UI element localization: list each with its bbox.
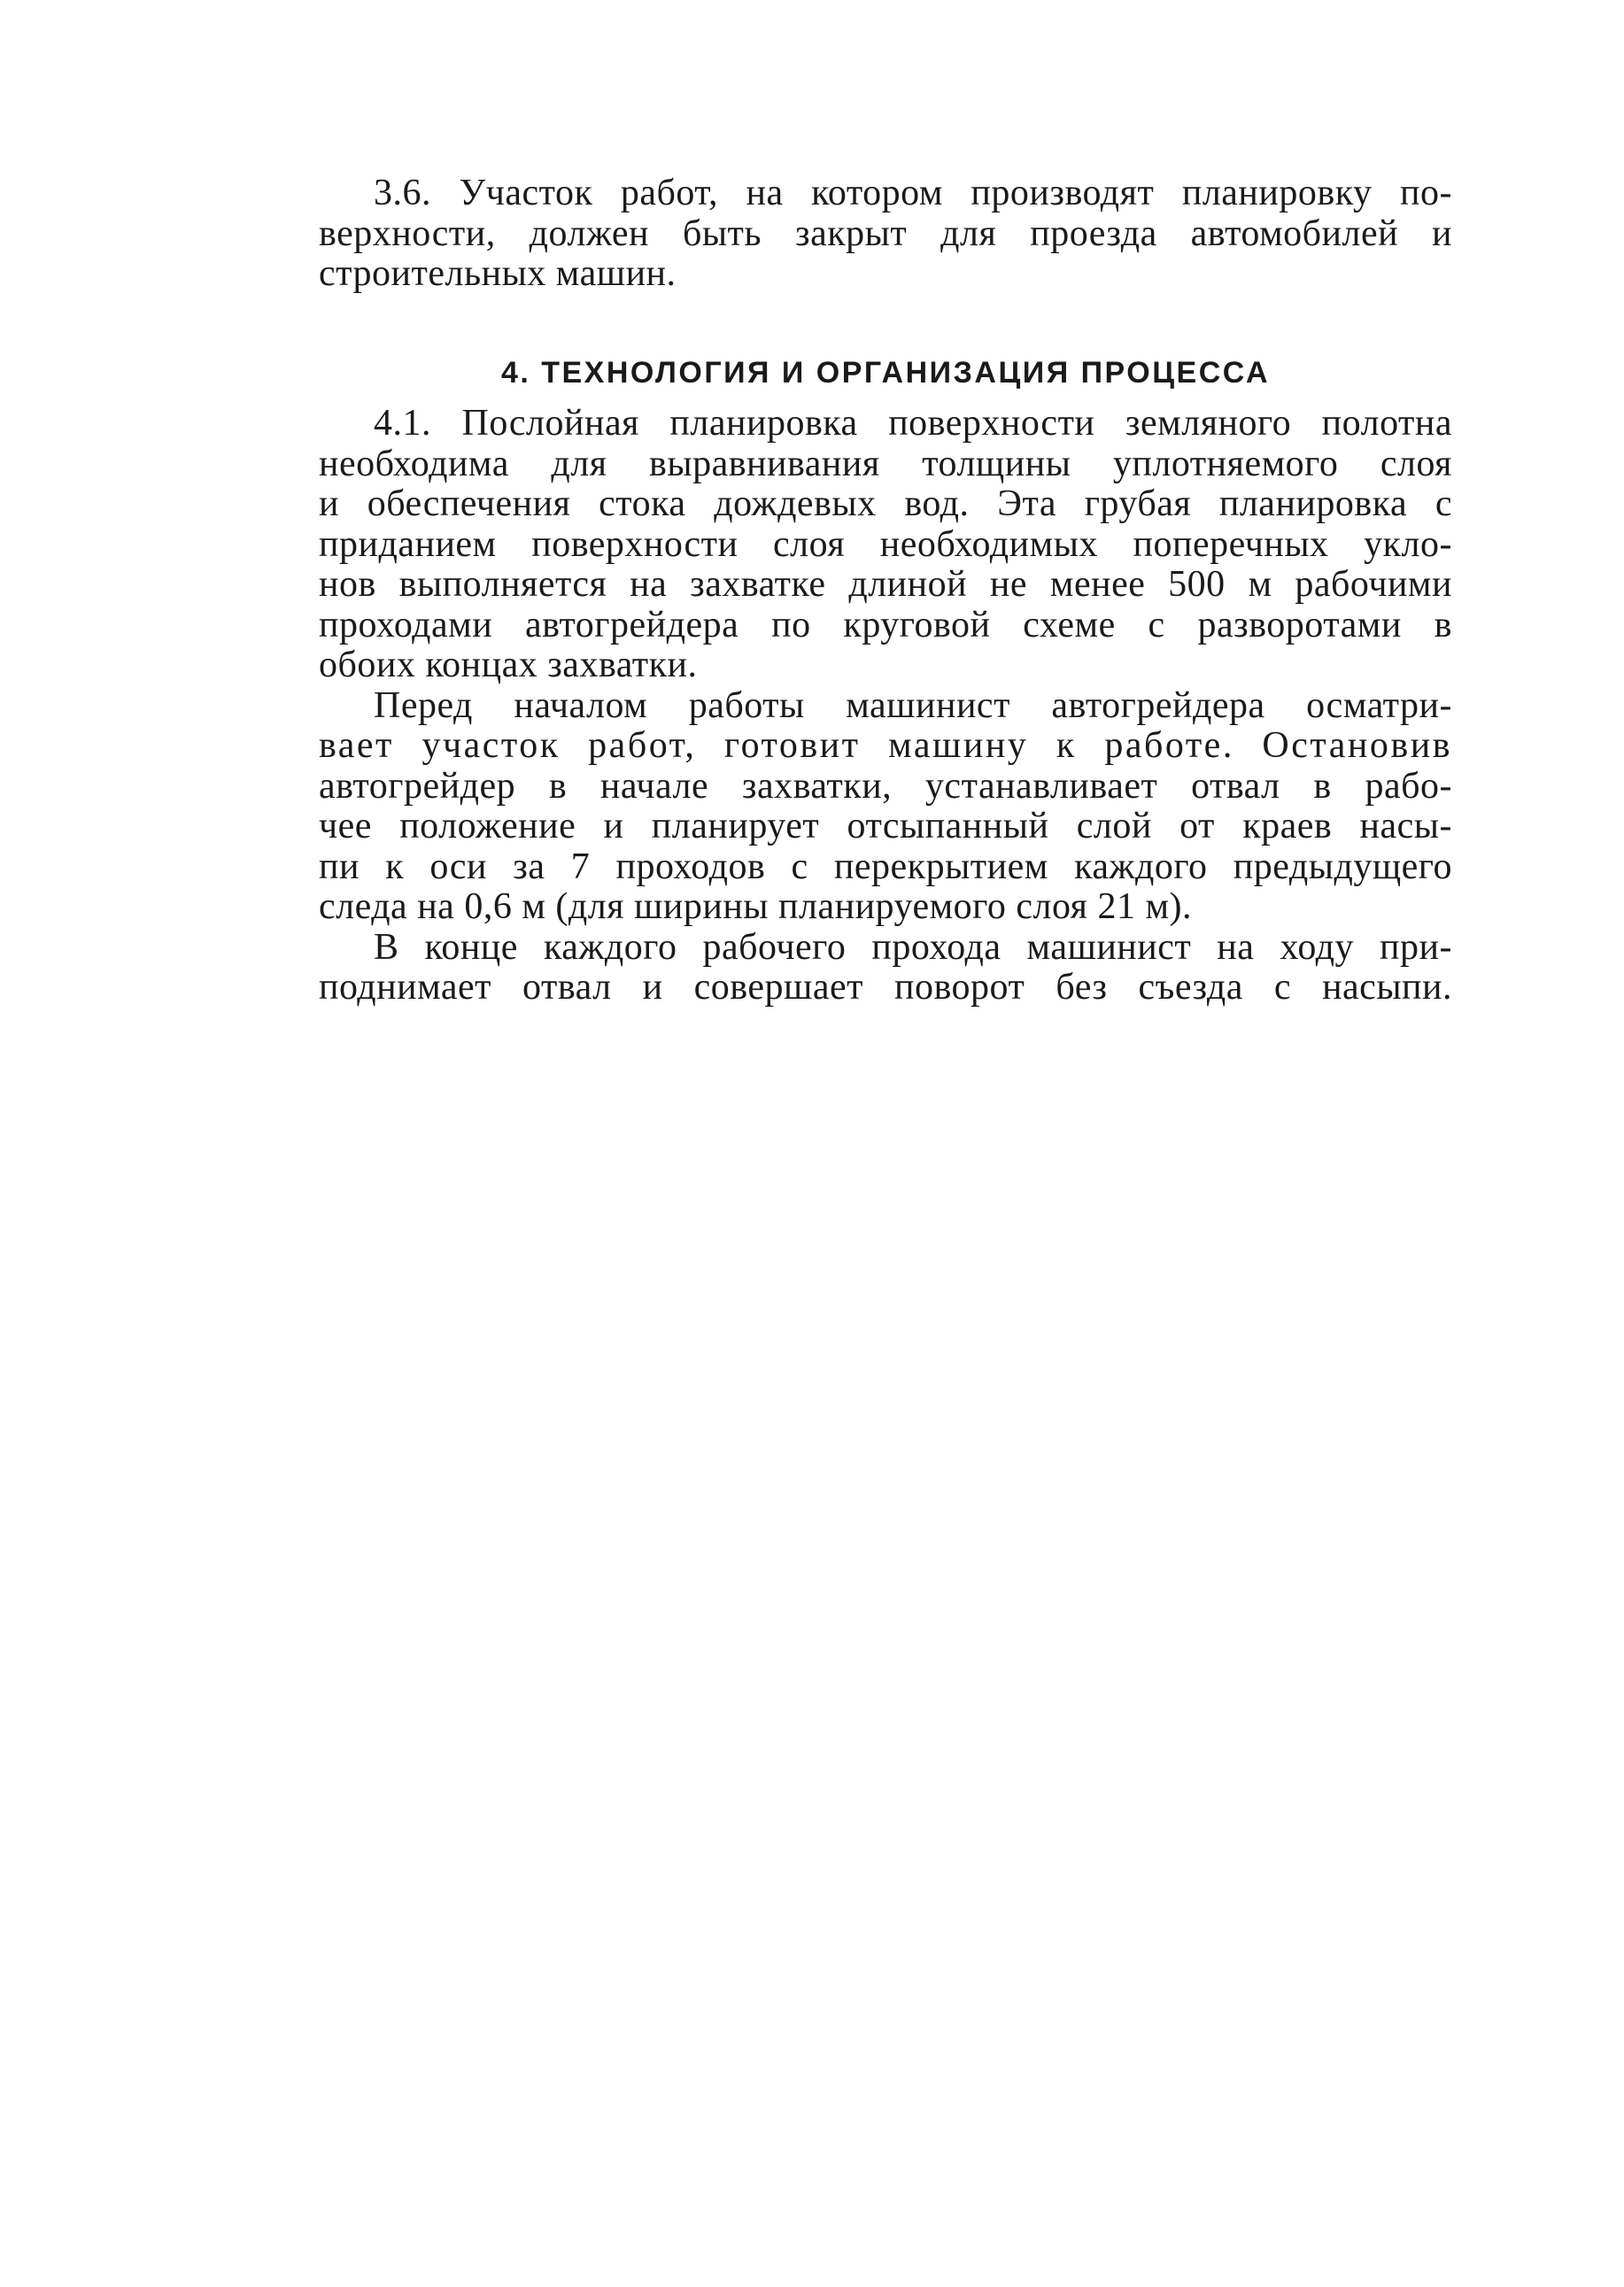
section-heading: 4. ТЕХНОЛОГИЯ И ОРГАНИЗАЦИЯ ПРОЦЕССА	[500, 356, 1271, 390]
text-line: верхности, должен быть закрыт для проезда автомобилей и	[319, 212, 1452, 254]
text-line: пи к оси за 7 проходов с перекрытием каждого предыдущего	[319, 846, 1452, 887]
text-line: необходима для выравнивания толщины уплотняемого слоя	[319, 443, 1452, 484]
text-line: 4.1. Послойная планировка поверхности земляного полотна	[374, 403, 1452, 444]
text-line: и обеспечения стока дождевых вод. Эта грубая планировка с	[319, 483, 1452, 524]
text-line: нов выполняется на захватке длиной не менее 500 м рабочими	[319, 564, 1452, 605]
text-line: чее положение и планирует отсыпанный слой от краев насы-	[319, 806, 1452, 846]
text-line: следа на 0,6 м (для ширины планируемого слоя 21 м).	[319, 886, 1193, 927]
paragraph-3-6	[319, 174, 1452, 295]
text-line: обоих концах захватки.	[319, 645, 698, 685]
section-4-body	[319, 404, 1452, 1008]
text-line: 3.6. Участок работ, на котором производят планировку по-	[374, 173, 1452, 213]
text-line: строительных машин.	[319, 253, 677, 294]
text-line: вает участок работ, готовит машину к работе. Остановив	[319, 725, 1452, 766]
paragraph-operator-inspection	[319, 686, 1452, 928]
text-line: Перед началом работы машинист автогрейдера осматри-	[374, 684, 1452, 726]
text-line: приданием поверхности слоя необходимых поперечных укло-	[319, 523, 1452, 565]
text-line: поднимает отвал и совершает поворот без съезда с насыпи.	[319, 967, 1452, 1008]
text-line: В конце каждого рабочего прохода машинист на ходу при-	[374, 926, 1452, 968]
paragraph-4-1	[319, 404, 1452, 686]
text-line: проходами автогрейдера по круговой схеме с разворотами в	[319, 604, 1452, 645]
paragraph-pass-end	[319, 928, 1452, 1008]
text-line: автогрейдер в начале захватки, устанавливает отвал в рабо-	[319, 765, 1452, 807]
